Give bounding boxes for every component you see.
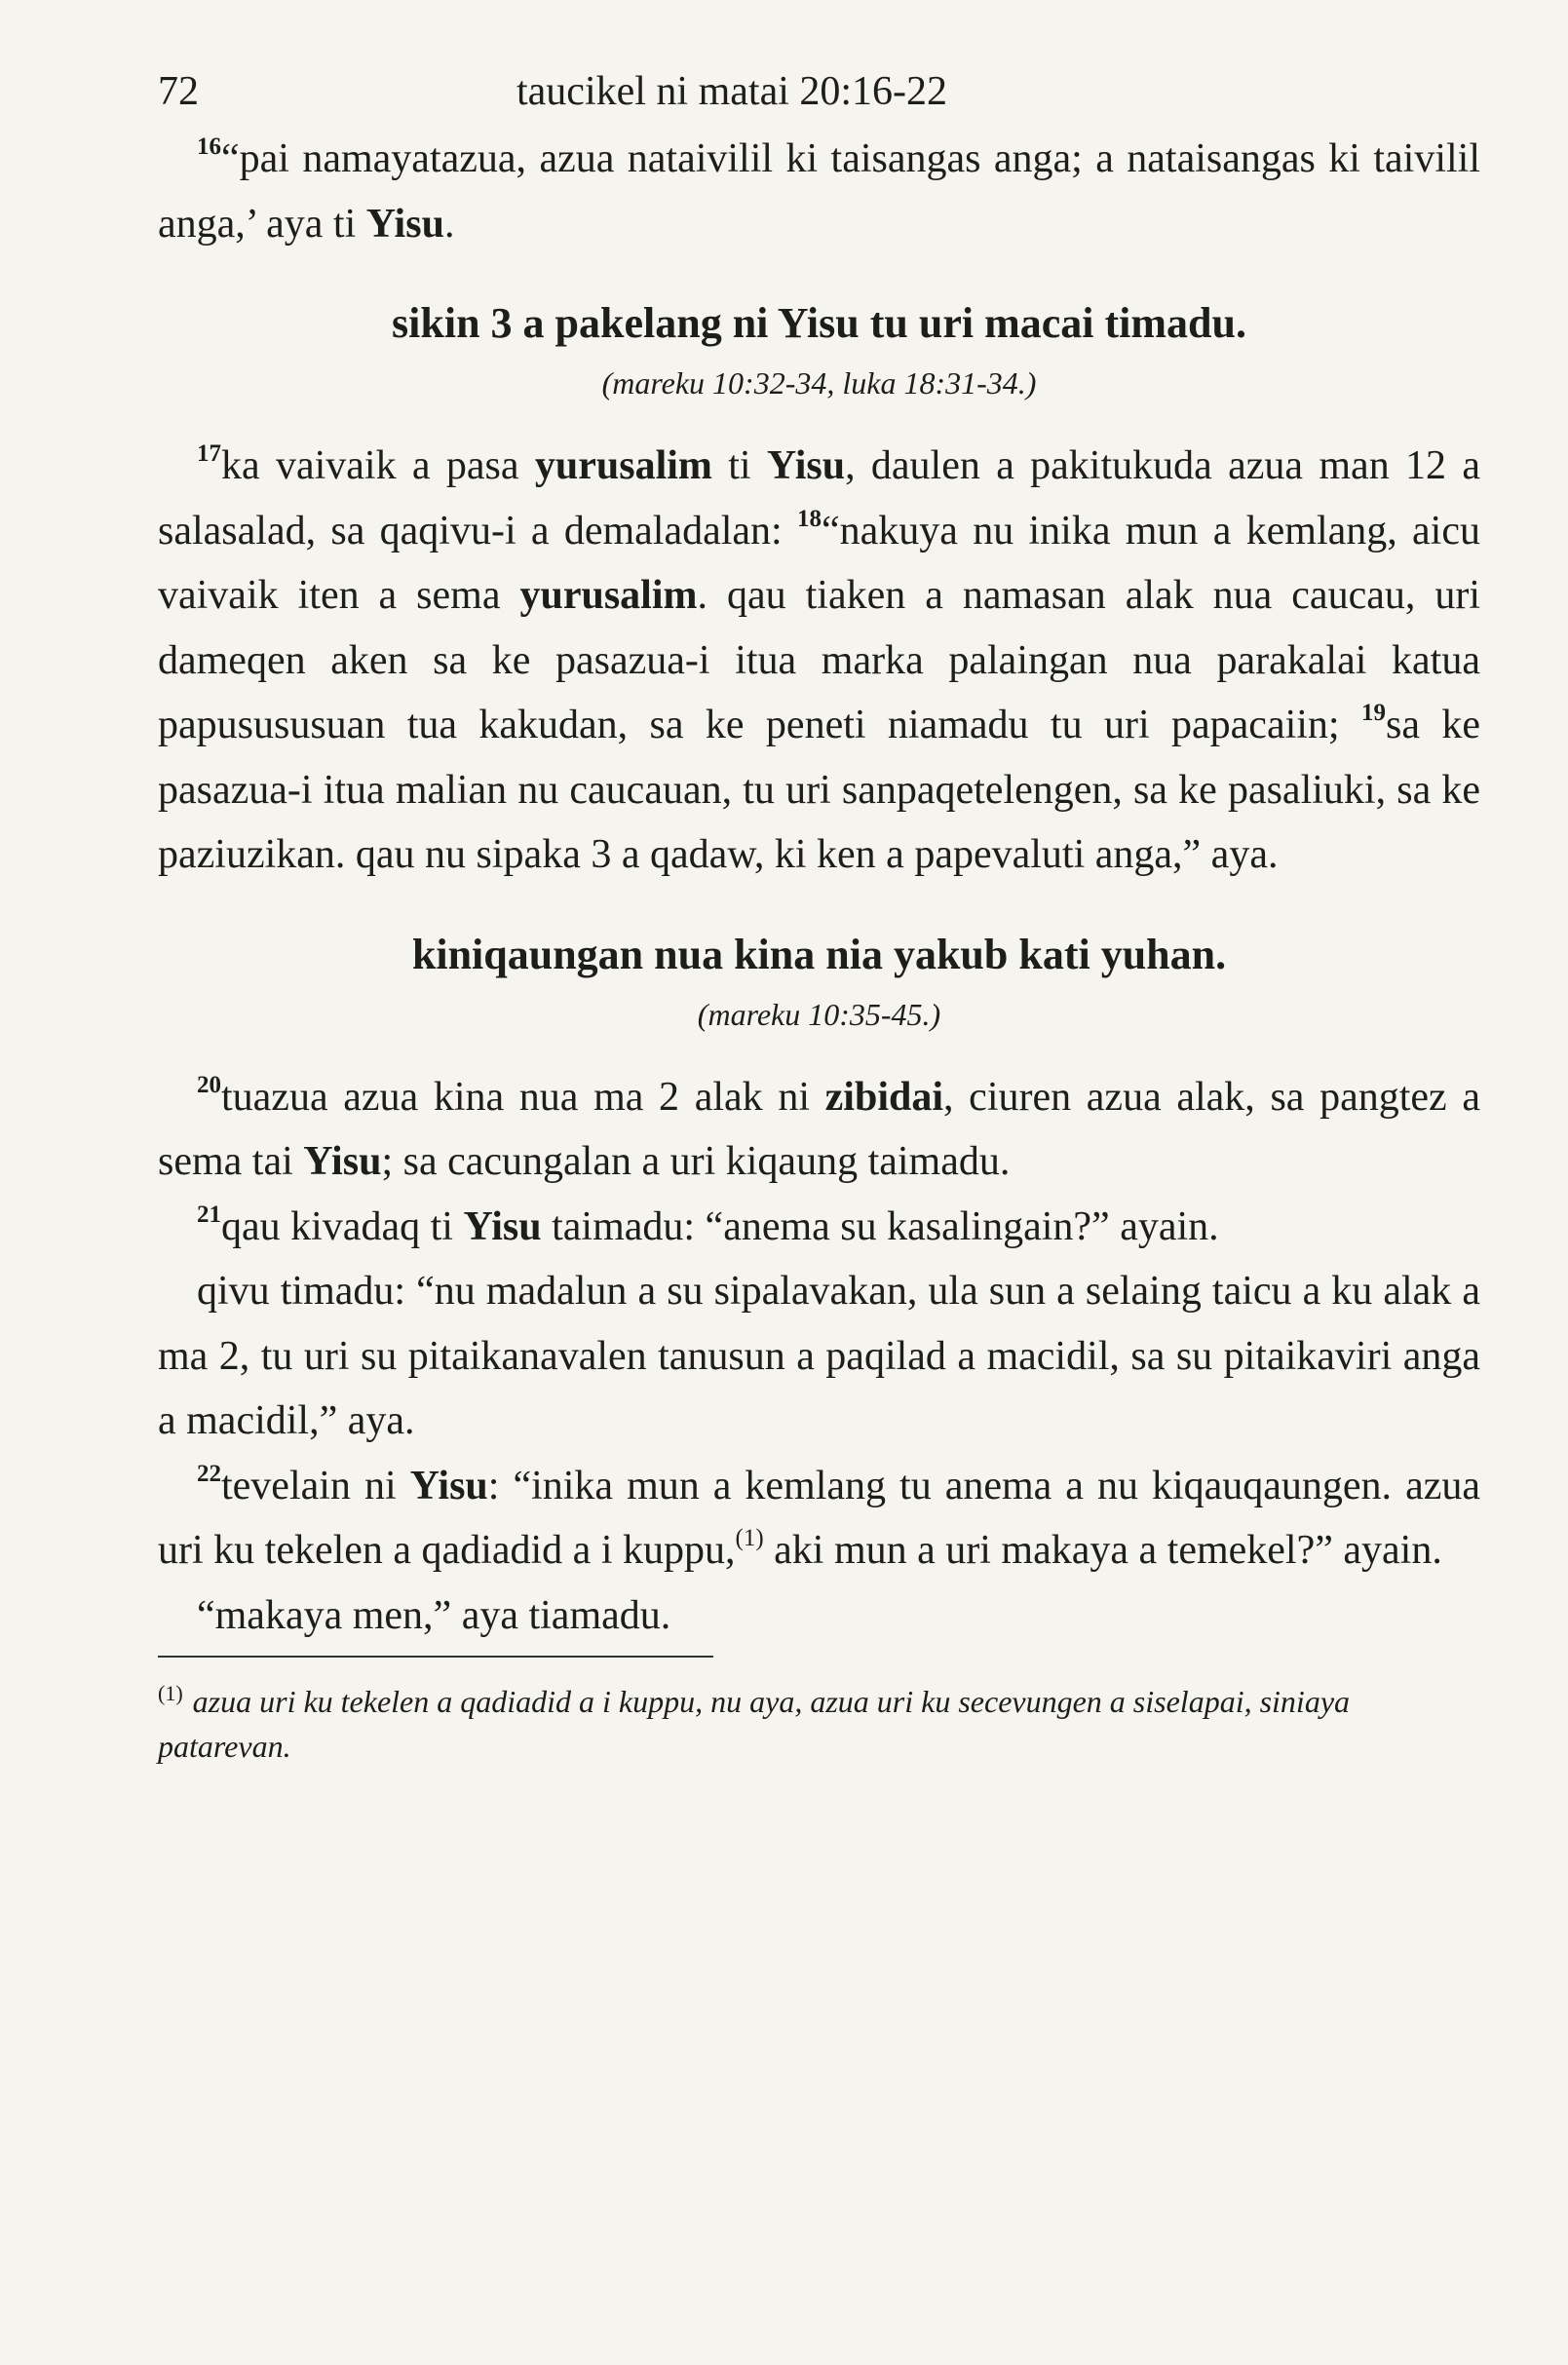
- name-yisu: Yisu: [766, 443, 846, 488]
- footnote-divider: [158, 1656, 713, 1658]
- verse-16: [158, 127, 1480, 256]
- name-yisu: Yisu: [365, 201, 444, 247]
- section-heading-2: kiniqaungan nua kina nia yakub kati yuhan.: [411, 930, 1227, 978]
- verse-22: [158, 1454, 1480, 1583]
- running-header: [158, 58, 1480, 127]
- place-yurusalim: yurusalim: [534, 443, 712, 488]
- verse-20: [158, 1065, 1480, 1195]
- verse-text: sa ke pasazua-i itua malian nu caucauan, tu uri sanpaqetelengen, sa ke pasaliuki, sa ke paziuzikan. qau nu sipaka 3 a qadaw, ki ken a papevaluti anga,” aya.: [158, 703, 1480, 877]
- section-heading-1: sikin 3 a pakelang ni Yisu tu uri macai timadu.: [392, 299, 1246, 347]
- section-reference-2: (mareku 10:35-45.): [697, 996, 941, 1032]
- verse-text: , daulen a pakitukuda azua man 12 a salasalad, sa qaqivu-i a demaladalan:: [158, 443, 1481, 553]
- paragraph-qivu: qivu timadu: “nu madalun a su sipalavakan, ula sun a selaing taicu a ku alak a ma 2, tu uri su pitaikanavalen tanusun a paqilad a macidil, sa su pitaikaviri anga a macidil,” aya.: [158, 1269, 1480, 1443]
- running-title: taucikel ni matai 20:16-22: [516, 69, 948, 114]
- footnote-reference[interactable]: (1): [735, 1525, 764, 1551]
- verse-text: ti: [711, 443, 767, 488]
- verse-text: tevelain ni: [221, 1463, 410, 1508]
- section-reference-1: (mareku 10:32-34, luka 18:31-34.): [601, 365, 1037, 401]
- verse-21: [158, 1195, 1480, 1260]
- verse-number: 18: [797, 505, 822, 532]
- name-yisu: Yisu: [463, 1203, 542, 1249]
- verse-text: : “inika mun a kemlang tu anema a nu kiqauqaungen. azua uri ku tekelen a qadiadid a i kuppu,: [158, 1463, 1480, 1573]
- verses-17-19: [158, 434, 1480, 888]
- name-yisu: Yisu: [303, 1139, 382, 1184]
- verse-number: 20: [197, 1071, 221, 1098]
- name-zibidai: zibidai: [824, 1074, 944, 1120]
- verse-text: ka vaivaik a pasa: [221, 443, 535, 488]
- verse-text: , ciuren azua alak, sa pangtez a sema tai: [158, 1074, 1480, 1184]
- footnote-text: azua uri ku tekelen a qadiadid a i kuppu, nu aya, azua uri ku secevungen a siselapai, siniaya patarevan.: [158, 1684, 1351, 1764]
- verse-text: taimadu: “anema su kasalingain?” ayain.: [541, 1203, 1219, 1249]
- verse-text: qau kivadaq ti: [221, 1203, 464, 1249]
- verse-text: .: [443, 201, 455, 247]
- footnote: [158, 1671, 1480, 1769]
- name-yisu: Yisu: [409, 1463, 488, 1508]
- verse-number: 17: [197, 440, 221, 467]
- place-yurusalim: yurusalim: [519, 573, 698, 618]
- verse-text: tuazua azua kina nua ma 2 alak ni: [221, 1074, 825, 1120]
- verse-text: “pai namayatazua, azua nataivilil ki taisangas anga; a nataisangas ki taivilil anga,’ aya ti: [158, 136, 1480, 247]
- verse-number: 19: [1360, 700, 1386, 726]
- verse-text: ; sa cacungalan a uri kiqaung taimadu.: [381, 1139, 1011, 1184]
- page-number: 72: [158, 69, 199, 114]
- verse-text: aki mun a uri makaya a temekel?” ayain.: [763, 1528, 1442, 1573]
- verse-number: 21: [197, 1201, 221, 1228]
- verse-text: “nakuya nu inika mun a kemlang, aicu vaivaik iten a sema: [158, 508, 1480, 618]
- paragraph-makaya: “makaya men,” aya tiamadu.: [197, 1592, 671, 1638]
- verse-number: 16: [197, 134, 221, 160]
- verse-text: . qau tiaken a namasan alak nua caucau, uri dameqen aken sa ke pasazua-i itua marka palaingan nua parakalai katua papusususuan tua kakudan, sa ke peneti niamadu tu uri papacaiin;: [158, 573, 1480, 747]
- verse-number: 22: [197, 1460, 221, 1487]
- footnote-mark: (1): [158, 1681, 183, 1705]
